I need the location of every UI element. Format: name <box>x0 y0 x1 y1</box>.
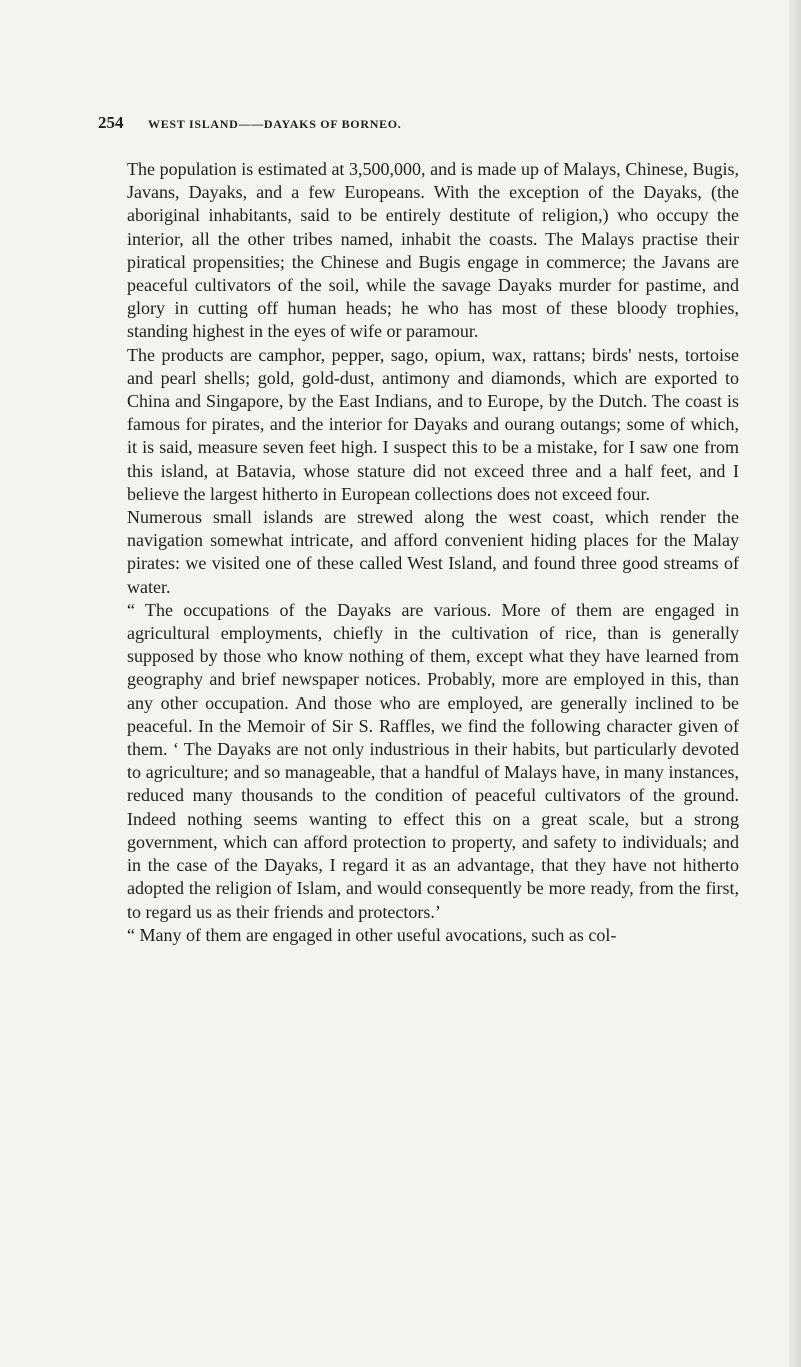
page-edge <box>789 0 801 1367</box>
paragraph-avocations: “ Many of them are engaged in other useful avocations, such as col- <box>127 924 617 945</box>
paragraph-products: The products are camphor, pepper, sago, opium, wax, rattans; birds' nests, tortoise and pearl shells; gold, gold-dust, antimony and diamonds, which are exported to China and Singapore, by the East Indians, and to Europe, by the Dutch. The coast is famous for pirates, and the interior for Dayaks and ourang outangs; some of which, it is said, measure seven feet high. I suspect this to be a mistake, for I saw one from this island, at Batavia, whose stature did not exceed three and a half feet, and I believe the largest hitherto in European collections does not exceed four. <box>127 344 739 504</box>
page-header <box>98 113 698 139</box>
paragraph-occupations: “ The occupations of the Dayaks are various. More of them are engaged in agricultural employments, chiefly in the cultivation of rice, than is generally supposed by those who know nothing of them, except what they have learned from geography and brief newspaper notices. Probably, more are employed in this, than any other occupation. And those who are employed, are generally inclined to be peaceful. In the Memoir of Sir S. Raffles, we find the following character given of them. ‘ The Dayaks are not only industrious in their habits, but particularly devoted to agriculture; and so manageable, that a handful of Malays have, in many instances, reduced many thousands to the condition of peaceful cultivators of the ground. Indeed nothing seems wanting to effect this on a great scale, but a strong government, which can afford protection to property, and safety to individuals; and in the case of the Dayaks, I regard it as an advantage, that they have not hitherto adopted the religion of Islam, and would consequently be more ready, from the first, to regard us as their friends and protectors.’ <box>127 599 739 922</box>
running-head: WEST ISLAND——DAYAKS OF BORNEO. <box>148 117 402 131</box>
paragraph-islands: Numerous small islands are strewed along the west coast, which render the navigation somewhat intricate, and afford convenient hiding places for the Malay pirates: we visited one of these called West Island, and found three good streams of water. <box>127 507 739 597</box>
paragraph-population: The population is estimated at 3,500,000, and is made up of Malays, Chinese, Bugis, Javans, Dayaks, and a few Europeans. With the exception of the Dayaks, (the aboriginal inhabitants, said to be entirely destitute of religion,) who occupy the interior, all the other tribes named, inhabit the coasts. The Malays practise their piratical propensities; the Chinese and Bugis engage in commerce; the Javans are peaceful cultivators of the soil, while the savage Dayaks murder for pastime, and glory in cutting off human heads; he who has most of these bloody trophies, standing highest in the eyes of wife or paramour. <box>127 159 739 342</box>
page-number: 254 <box>98 113 124 132</box>
body-text <box>127 158 739 947</box>
